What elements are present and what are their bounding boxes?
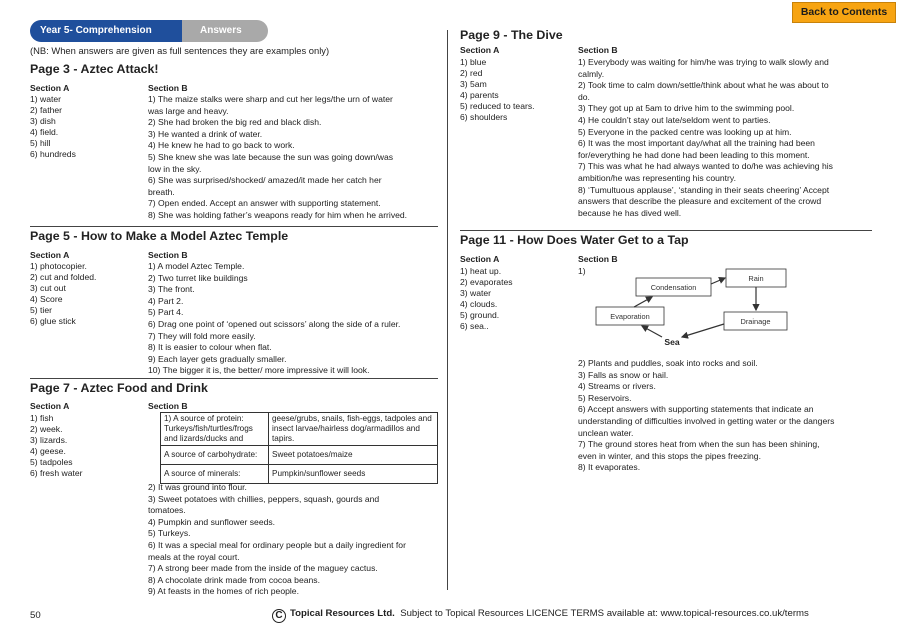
back-to-contents-button[interactable]: Back to Contents bbox=[792, 2, 896, 23]
list-item: 1) A model Aztec Temple. bbox=[148, 261, 245, 271]
page5-section-b-list bbox=[148, 261, 440, 377]
list-item: 6) Accept answers with supporting statements that indicate an bbox=[578, 404, 814, 415]
list-item: 2) Two turret like buildings bbox=[148, 272, 248, 283]
evaporation-label: Evaporation bbox=[610, 312, 650, 321]
divider bbox=[30, 226, 438, 227]
list-item: 2) week. bbox=[30, 423, 63, 434]
list-item: 9) Each layer gets gradually smaller. bbox=[148, 353, 287, 364]
list-item: 6) Drag one point of ‘opened out scissors’ along the side of a ruler. bbox=[148, 318, 401, 329]
note-text: (NB: When answers are given as full sentences they are examples only) bbox=[30, 45, 330, 56]
list-item: 2) father bbox=[30, 104, 63, 115]
table-cell: Sweet potatoes/maize bbox=[269, 446, 438, 465]
list-item: 6) shoulders bbox=[460, 111, 508, 122]
list-item: low in the sky. bbox=[148, 163, 202, 174]
list-item: 1) blue bbox=[460, 57, 487, 67]
page7-title: Page 7 - Aztec Food and Drink bbox=[30, 381, 208, 395]
page7-section-a-list bbox=[30, 413, 83, 478]
list-item: 7) They will fold more easily. bbox=[148, 330, 256, 341]
list-item: 4) Score bbox=[30, 293, 63, 304]
list-item: 10) The bigger it is, the better/ more impressive it will look. bbox=[148, 365, 370, 376]
arrow-drainage-to-sea bbox=[682, 324, 724, 337]
list-item: 4) clouds. bbox=[460, 298, 498, 309]
page11-section-a-label: Section A bbox=[460, 254, 500, 264]
evaporation-box bbox=[596, 307, 664, 325]
list-item: 8) It is easier to colour when flat. bbox=[148, 342, 272, 353]
list-item: 3) He wanted a drink of water. bbox=[148, 128, 263, 139]
list-item: 8) It evaporates. bbox=[578, 462, 641, 473]
list-item: 6) fresh water bbox=[30, 467, 83, 478]
list-item: 8) ‘Tumultuous applause’, ‘standing in their seats cheering’ Accept bbox=[578, 184, 830, 195]
drainage-box bbox=[724, 312, 787, 330]
list-item: 4) He couldn’t stay out late/seldom went to parties. bbox=[578, 114, 771, 125]
list-item: 4) parents bbox=[460, 89, 499, 100]
list-item: 3) Sweet potatoes with chillies, peppers, squash, gourds and bbox=[148, 493, 380, 504]
page3-section-a-list bbox=[30, 94, 76, 159]
list-item: 2) It was ground into flour. bbox=[148, 482, 247, 492]
list-item: 1) water bbox=[30, 94, 62, 104]
list-item: understanding of difficulties involved in getting water or the dangers bbox=[578, 415, 835, 426]
list-item: 1) Everybody was waiting for him/he was trying to walk slowly and bbox=[578, 57, 829, 67]
divider bbox=[460, 230, 872, 231]
table-cell: A source of minerals: bbox=[161, 465, 269, 484]
list-item: because he has dived well. bbox=[578, 207, 682, 218]
page5-section-b-label: Section B bbox=[148, 250, 188, 260]
list-item: 3) lizards. bbox=[30, 434, 68, 445]
list-item: 6) It was the most important day/what all the training had been bbox=[578, 138, 815, 149]
list-item: 2) Plants and puddles, soak into rocks and soil. bbox=[578, 358, 758, 368]
list-item: 6) It was a special meal for ordinary people but a daily ingredient for bbox=[148, 539, 406, 550]
page9-title: Page 9 - The Dive bbox=[460, 28, 563, 42]
food-table bbox=[160, 412, 438, 484]
list-item: 6) glue stick bbox=[30, 315, 76, 326]
page5-section-a-list bbox=[30, 261, 96, 326]
page9-section-a-list bbox=[460, 57, 535, 122]
list-item: 1) The maize stalks were sharp and cut her legs/the urn of water bbox=[148, 94, 393, 104]
list-item: was large and heavy. bbox=[148, 105, 229, 116]
table-cell: Pumpkin/sunflower seeds bbox=[269, 465, 438, 484]
list-item: 4) He knew he had to go back to work. bbox=[148, 140, 295, 151]
list-item: 5) She knew she was late because the sun was going down/was bbox=[148, 151, 394, 162]
list-item: 5) tier bbox=[30, 304, 52, 315]
page11-section-b-label: Section B bbox=[578, 254, 618, 264]
table-row bbox=[161, 446, 438, 465]
licence-text: Subject to Topical Resources LICENCE TERMS available at: www.topical-resources.co.uk/terms bbox=[400, 608, 809, 619]
page5-section-a-label: Section A bbox=[30, 250, 70, 260]
copyright-icon: C bbox=[272, 609, 286, 623]
list-item: ambition/he was representing his country. bbox=[578, 172, 736, 183]
table-cell: geese/grubs, snails, fish-eggs, tadpoles and insect larvae/hairless dog/armadillos and tapirs. bbox=[269, 413, 438, 446]
page9-section-b-label: Section B bbox=[578, 45, 618, 55]
list-item: unclean water. bbox=[578, 427, 634, 438]
list-item: 2) She had broken the big red and black dish. bbox=[148, 117, 322, 128]
list-item: 5) Part 4. bbox=[148, 307, 184, 318]
page11-section-b-list bbox=[578, 358, 872, 474]
list-item: 2) cut and folded. bbox=[30, 271, 97, 282]
condensation-label: Condensation bbox=[650, 283, 697, 292]
list-item: breath. bbox=[148, 186, 175, 197]
company-name: Topical Resources Ltd. bbox=[290, 608, 395, 619]
list-item: 2) Took time to calm down/settle/think about what he was about to bbox=[578, 80, 829, 91]
page5-title: Page 5 - How to Make a Model Aztec Temple bbox=[30, 229, 289, 243]
table-cell: A source of carbohydrate: bbox=[161, 446, 269, 465]
list-item: 9) At feasts in the homes of rich people. bbox=[148, 586, 299, 597]
page11-section-a-list bbox=[460, 266, 513, 331]
page3-section-b-label: Section B bbox=[148, 83, 188, 93]
list-item: 7) The ground stores heat from when the sun has been shining, bbox=[578, 439, 820, 450]
list-item: 5) Reservoirs. bbox=[578, 392, 632, 403]
list-item: meals at the royal court. bbox=[148, 551, 240, 562]
list-item: 6) She was surprised/shocked/ amazed/it made her catch her bbox=[148, 175, 382, 186]
list-item: 2) evaporates bbox=[460, 276, 513, 287]
column-divider bbox=[447, 30, 448, 590]
list-item: for/everything he had done had been leading to this moment. bbox=[578, 149, 810, 160]
drainage-label: Drainage bbox=[740, 317, 771, 326]
list-item: 5) tadpoles bbox=[30, 456, 73, 467]
list-item: answers that describe the pleasure and excitement of the crowd bbox=[578, 196, 822, 207]
page3-section-b-list bbox=[148, 94, 440, 222]
page11-title: Page 11 - How Does Water Get to a Tap bbox=[460, 233, 689, 247]
arrow-sea-to-evaporation bbox=[642, 326, 662, 337]
footer-licence bbox=[272, 609, 809, 623]
condensation-box bbox=[636, 278, 711, 296]
list-item: 8) A chocolate drink made from cocoa beans. bbox=[148, 574, 320, 585]
page7-section-a-label: Section A bbox=[30, 401, 70, 411]
list-item: 1) fish bbox=[30, 413, 54, 423]
list-item: 7) Open ended. Accept an answer with supporting statement. bbox=[148, 198, 381, 209]
list-item: 2) red bbox=[460, 67, 483, 78]
list-item: 3) water bbox=[460, 287, 492, 298]
arrow-condensation-to-rain bbox=[711, 278, 725, 284]
list-item: 5) hill bbox=[30, 137, 51, 148]
list-item: 6) sea.. bbox=[460, 320, 489, 331]
list-item: 4) geese. bbox=[30, 445, 66, 456]
list-item: 3) The front. bbox=[148, 284, 195, 295]
page9-section-a-label: Section A bbox=[460, 45, 500, 55]
list-item: calmly. bbox=[578, 68, 605, 79]
table-cell: 1) A source of protein: Turkeys/fish/turtles/frogs and lizards/ducks and bbox=[161, 413, 269, 446]
list-item: 4) Pumpkin and sunflower seeds. bbox=[148, 516, 276, 527]
rain-box bbox=[726, 269, 786, 287]
list-item: 1) heat up. bbox=[460, 266, 502, 276]
list-item: 3) 5am bbox=[460, 78, 487, 89]
list-item: 1) photocopier. bbox=[30, 261, 87, 271]
list-item: even in winter, and this stops the pipes freezing. bbox=[578, 450, 761, 461]
divider bbox=[30, 378, 438, 379]
rain-label: Rain bbox=[748, 274, 764, 283]
water-cycle-diagram bbox=[596, 266, 826, 347]
list-item: 3) dish bbox=[30, 115, 56, 126]
list-item: 5) Everyone in the packed centre was looking up at him. bbox=[578, 126, 792, 137]
list-item: 5) Turkeys. bbox=[148, 528, 191, 539]
list-item: 3) Falls as snow or hail. bbox=[578, 369, 669, 380]
list-item: 5) reduced to tears. bbox=[460, 100, 535, 111]
list-item: 7) This was what he had always wanted to do/he was achieving his bbox=[578, 161, 833, 172]
list-item: 6) hundreds bbox=[30, 148, 76, 159]
page11-b1-label: 1) bbox=[578, 266, 586, 276]
list-item: 4) Streams or rivers. bbox=[578, 381, 656, 392]
page3-section-a-label: Section A bbox=[30, 83, 70, 93]
list-item: tomatoes. bbox=[148, 505, 186, 516]
sea-label: Sea bbox=[664, 337, 680, 347]
list-item: 4) field. bbox=[30, 126, 59, 137]
list-item: do. bbox=[578, 91, 590, 102]
tab-answers[interactable]: Answers bbox=[182, 20, 268, 42]
page7-section-b-list bbox=[148, 482, 440, 598]
list-item: 8) She was holding father’s weapons ready for him when he arrived. bbox=[148, 209, 408, 220]
list-item: 3) cut out bbox=[30, 282, 66, 293]
table-row bbox=[161, 465, 438, 484]
left-column bbox=[30, 0, 438, 600]
list-item: 3) They got up at 5am to drive him to the swimming pool. bbox=[578, 103, 795, 114]
page7-section-b-label: Section B bbox=[148, 401, 188, 411]
page3-title: Page 3 - Aztec Attack! bbox=[30, 62, 159, 76]
list-item: 7) A strong beer made from the inside of the maguey cactus. bbox=[148, 563, 378, 574]
arrow-evaporation-to-condensation bbox=[634, 297, 652, 307]
table-row bbox=[161, 413, 438, 446]
page-number: 50 bbox=[30, 610, 41, 621]
list-item: 4) Part 2. bbox=[148, 295, 184, 306]
page9-section-b-list bbox=[578, 57, 872, 219]
right-column bbox=[460, 0, 872, 600]
tab-year5-comprehension[interactable]: Year 5- Comprehension bbox=[30, 20, 182, 42]
list-item: 5) ground. bbox=[460, 309, 500, 320]
